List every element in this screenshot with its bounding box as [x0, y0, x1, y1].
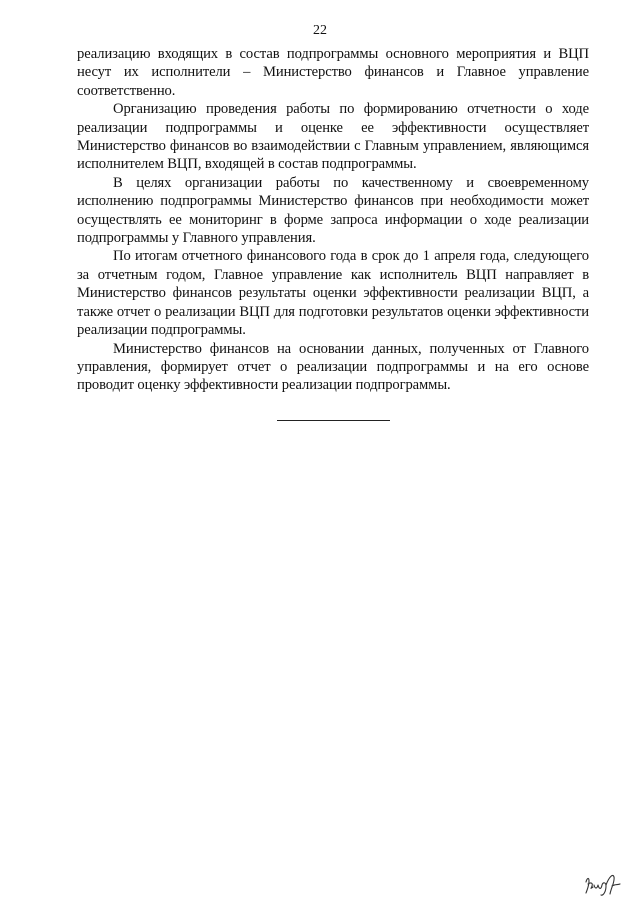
page-number: 22 [313, 23, 327, 38]
paragraph-final-report: Министерство финансов на основании данных, полученных от Главного управления, формирует отчет о реализации подпрограммы и на его основе проводит оценку эффективности реализации подпрограммы. [77, 340, 589, 394]
handwritten-signature-icon [582, 868, 626, 898]
document-body [77, 45, 589, 395]
paragraph-monitoring: В целях организации работы по качественному и своевременному исполнению подпрограммы Министерство финансов при необходимости может осуществлять ее мониторинг в форме запроса информации о ходе реализации подпрограммы у Главного управления. [77, 174, 589, 247]
paragraph-continuation: реализацию входящих в состав подпрограммы основного мероприятия и ВЦП несут их исполнители – Министерство финансов и Главное управление соответственно. [77, 46, 589, 99]
paragraph-reporting: Организацию проведения работы по формированию отчетности о ходе реализации подпрограммы и оценке ее эффективности осуществляет Министерство финансов во взаимодействии с Главным управлением, являющимся исполнителем ВЦП, входящей в состав подпрограммы. [77, 101, 589, 173]
end-separator-line [277, 420, 390, 421]
paragraph-annual-results: По итогам отчетного финансового года в срок до 1 апреля года, следующего за отчетным годом, Главное управление как исполнитель ВЦП направляет в Министерство финансов результаты оценки эффективности реализации ВЦП, а также отчет о реализации ВЦП для подготовки результатов оценки эффективности реализации подпрограммы. [77, 248, 589, 339]
